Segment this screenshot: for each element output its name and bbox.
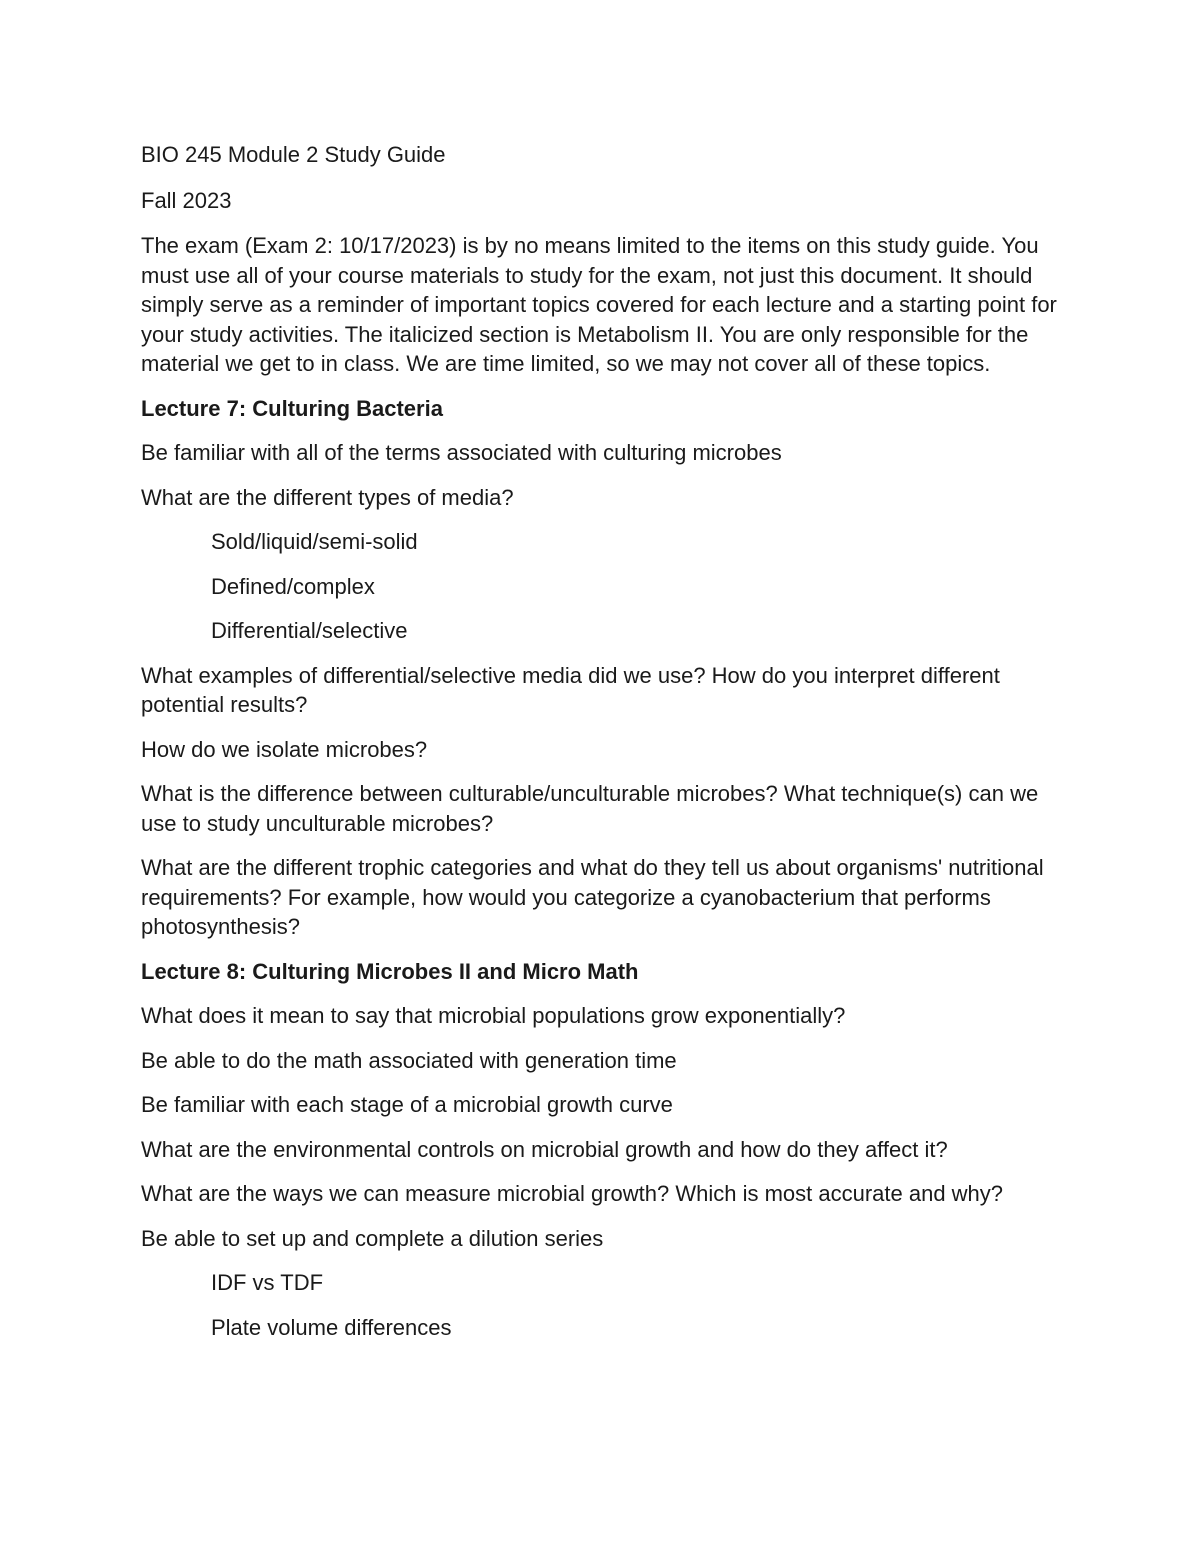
lecture8-item: Be familiar with each stage of a microbial growth curve xyxy=(141,1092,673,1117)
lecture8-subitem: Plate volume differences xyxy=(211,1314,452,1340)
lecture7-item: Be familiar with all of the terms associated with culturing microbes xyxy=(141,440,782,465)
lecture8-item: Be able to set up and complete a dilution series xyxy=(141,1225,604,1251)
lecture7-item: How do we isolate microbes? xyxy=(141,736,428,762)
lecture7-subitem: Sold/liquid/semi-solid xyxy=(211,529,418,554)
lecture7-item: What are the different types of media? xyxy=(141,484,514,510)
document-title: BIO 245 Module 2 Study Guide xyxy=(141,142,446,167)
document-page xyxy=(141,140,1071,1342)
lecture7-heading: Lecture 7: Culturing Bacteria xyxy=(141,395,443,421)
lecture8-item: What does it mean to say that microbial populations grow exponentially? xyxy=(141,1003,846,1028)
lecture7-item: What are the different trophic categories and what do they tell us about organisms' nutritional requirements? For example, how would you categorize a cyanobacterium that performs photosynthesis? xyxy=(141,855,1044,939)
lecture8-item: What are the ways we can measure microbial growth? Which is most accurate and why? xyxy=(141,1181,1004,1206)
lecture8-item: Be able to do the math associated with generation time xyxy=(141,1047,677,1073)
lecture7-item: What is the difference between culturable/unculturable microbes? What technique(s) can we use to study unculturable microbes? xyxy=(141,781,1039,836)
lecture8-item: What are the environmental controls on microbial growth and how do they affect it? xyxy=(141,1136,948,1162)
lecture7-subitem: Defined/complex xyxy=(211,573,375,599)
intro-paragraph: The exam (Exam 2: 10/17/2023) is by no means limited to the items on this study guide. You must use all of your course materials to study for the exam, not just this document. It should simply serve as a reminder of important topics covered for each lecture and a starting point for your study activities. The italicized section is Metabolism II. You are only responsible for the material we get to in class. We are time limited, so we may not cover all of these topics. xyxy=(141,233,1057,376)
lecture7-item: What examples of differential/selective media did we use? How do you interpret different potential results? xyxy=(141,662,1000,717)
lecture8-heading: Lecture 8: Culturing Microbes II and Micro Math xyxy=(141,958,639,984)
lecture7-subitem: Differential/selective xyxy=(211,618,408,643)
lecture8-subitem: IDF vs TDF xyxy=(211,1270,324,1295)
document-term: Fall 2023 xyxy=(141,187,232,213)
